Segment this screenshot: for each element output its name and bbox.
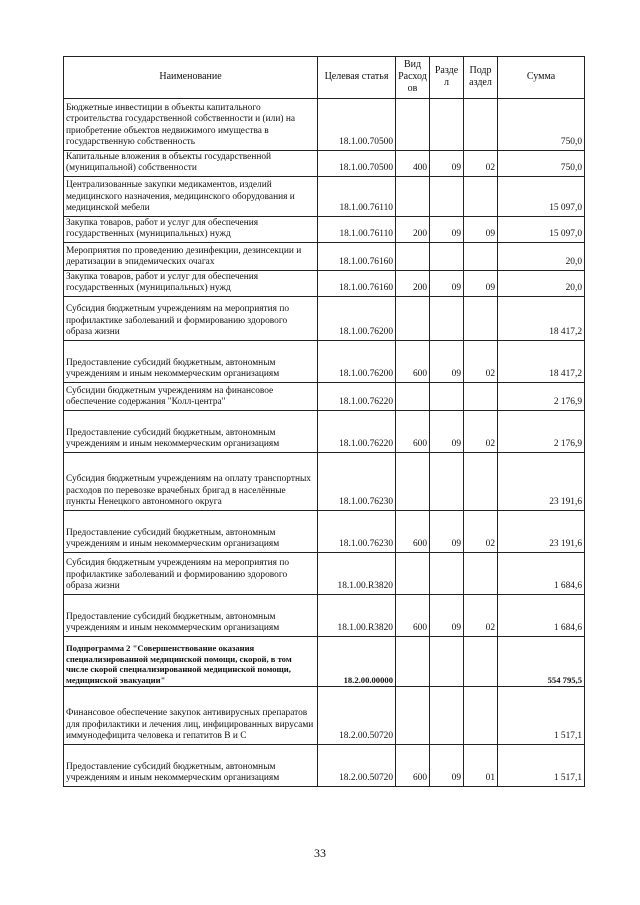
row-expense-type	[396, 297, 430, 341]
row-name: Предоставление субсидий бюджетным, автономным учреждениям и иным некоммерческим организациям	[64, 511, 318, 553]
row-name: Мероприятия по проведению дезинфекции, дезинсекции и дератизации в эпидемических очагах	[64, 243, 318, 271]
row-subsection	[464, 243, 498, 271]
row-subsection: 02	[464, 595, 498, 637]
row-sum: 1 517,1	[498, 745, 585, 787]
row-sum: 1 684,6	[498, 595, 585, 637]
header-razdel: Разде л	[430, 57, 464, 99]
row-sum: 750,0	[498, 99, 585, 151]
row-target-code: 18.1.00.R3820	[318, 553, 396, 595]
row-name: Финансовое обеспечение закупок антивирусных препаратов для профилактики и лечения лиц, инфицированных вирусами иммунодефицита человека и гепатитов В и С	[64, 687, 318, 745]
row-target-code: 18.1.00.R3820	[318, 595, 396, 637]
row-target-code: 18.1.00.76160	[318, 271, 396, 297]
table-row	[64, 687, 585, 745]
header-name: Наименование	[64, 57, 318, 99]
row-target-code: 18.1.00.76230	[318, 511, 396, 553]
row-subsection: 02	[464, 341, 498, 383]
row-sum: 18 417,2	[498, 297, 585, 341]
budget-table	[63, 56, 585, 787]
row-section	[430, 687, 464, 745]
row-section: 09	[430, 151, 464, 177]
row-expense-type: 600	[396, 745, 430, 787]
page-number: 33	[314, 846, 326, 860]
table-row	[64, 217, 585, 243]
row-section	[430, 383, 464, 411]
row-section	[430, 243, 464, 271]
row-subsection	[464, 177, 498, 217]
row-expense-type	[396, 453, 430, 511]
row-subsection	[464, 553, 498, 595]
row-subsection	[464, 453, 498, 511]
row-expense-type	[396, 177, 430, 217]
row-sum: 15 097,0	[498, 217, 585, 243]
row-sum: 1 517,1	[498, 687, 585, 745]
row-expense-type: 600	[396, 341, 430, 383]
row-subsection	[464, 297, 498, 341]
row-name: Бюджетные инвестиции в объекты капитального строительства государственной собственности и (или) на приобретение объектов недвижимого имущества в государственную собственность	[64, 99, 318, 151]
row-subsection: 01	[464, 745, 498, 787]
row-section: 09	[430, 411, 464, 453]
row-expense-type: 600	[396, 511, 430, 553]
row-expense-type	[396, 243, 430, 271]
row-target-code: 18.1.00.70500	[318, 151, 396, 177]
table-row	[64, 637, 585, 687]
row-subsection	[464, 637, 498, 687]
row-subsection	[464, 687, 498, 745]
row-expense-type: 200	[396, 217, 430, 243]
table-row	[64, 595, 585, 637]
row-name: Субсидия бюджетным учреждениям на мероприятия по профилактике заболеваний и формированию здорового образа жизни	[64, 553, 318, 595]
row-expense-type: 400	[396, 151, 430, 177]
row-sum: 2 176,9	[498, 411, 585, 453]
row-sum: 20,0	[498, 243, 585, 271]
row-sum: 20,0	[498, 271, 585, 297]
row-sum: 1 684,6	[498, 553, 585, 595]
row-name: Предоставление субсидий бюджетным, автономным учреждениям и иным некоммерческим организациям	[64, 411, 318, 453]
row-name: Предоставление субсидий бюджетным, автономным учреждениям и иным некоммерческим организациям	[64, 595, 318, 637]
header-podrazdel: Подр аздел	[464, 57, 498, 99]
row-target-code: 18.1.00.76230	[318, 453, 396, 511]
row-name: Предоставление субсидий бюджетным, автономным учреждениям и иным некоммерческим организациям	[64, 745, 318, 787]
row-target-code: 18.1.00.70500	[318, 99, 396, 151]
table-row	[64, 745, 585, 787]
table-header-row	[64, 57, 585, 99]
row-section	[430, 453, 464, 511]
row-sum: 750,0	[498, 151, 585, 177]
row-sum: 2 176,9	[498, 383, 585, 411]
row-expense-type	[396, 383, 430, 411]
row-sum: 554 795,5	[498, 637, 585, 687]
table-row	[64, 411, 585, 453]
row-subsection: 02	[464, 511, 498, 553]
row-name: Подпрограмма 2 "Совершенствование оказания специализированной медицинской помощи, скорой, в том числе скорой специализированной медицинской помощи, медицинской эвакуации"	[64, 637, 318, 687]
row-name: Предоставление субсидий бюджетным, автономным учреждениям и иным некоммерческим организациям	[64, 341, 318, 383]
row-section: 09	[430, 341, 464, 383]
row-name: Субсидия бюджетным учреждениям на оплату транспортных расходов по перевозке врачебных бригад в населённые пункты Ненецкого автономного округа	[64, 453, 318, 511]
row-target-code: 18.1.00.76110	[318, 217, 396, 243]
row-section	[430, 553, 464, 595]
row-name: Капитальные вложения в объекты государственной (муниципальной) собственности	[64, 151, 318, 177]
table-row	[64, 99, 585, 151]
table-row	[64, 177, 585, 217]
row-name: Централизованные закупки медикаментов, изделий медицинского назначения, медицинского оборудования и медицинской мебели	[64, 177, 318, 217]
row-name: Субсидии бюджетным учреждениям на финансовое обеспечение содержания "Колл-центра"	[64, 383, 318, 411]
row-sum: 23 191,6	[498, 511, 585, 553]
row-section: 09	[430, 271, 464, 297]
row-target-code: 18.2.00.50720	[318, 687, 396, 745]
row-subsection: 09	[464, 217, 498, 243]
table-row	[64, 553, 585, 595]
row-subsection	[464, 99, 498, 151]
row-target-code: 18.1.00.76200	[318, 297, 396, 341]
row-subsection	[464, 383, 498, 411]
row-target-code: 18.2.00.50720	[318, 745, 396, 787]
row-target-code: 18.1.00.76110	[318, 177, 396, 217]
row-section	[430, 177, 464, 217]
row-expense-type: 600	[396, 411, 430, 453]
row-expense-type	[396, 637, 430, 687]
row-name: Закупка товаров, работ и услуг для обеспечения государственных (муниципальных) нужд	[64, 217, 318, 243]
row-expense-type	[396, 553, 430, 595]
row-section	[430, 99, 464, 151]
table-row	[64, 243, 585, 271]
table-row	[64, 271, 585, 297]
row-expense-type: 200	[396, 271, 430, 297]
row-expense-type	[396, 99, 430, 151]
row-section: 09	[430, 217, 464, 243]
row-subsection: 02	[464, 411, 498, 453]
header-code: Целевая статья	[318, 57, 396, 99]
row-expense-type: 600	[396, 595, 430, 637]
row-expense-type	[396, 687, 430, 745]
table-row	[64, 341, 585, 383]
row-subsection: 02	[464, 151, 498, 177]
row-target-code: 18.1.00.76220	[318, 411, 396, 453]
row-sum: 15 097,0	[498, 177, 585, 217]
row-target-code: 18.1.00.76220	[318, 383, 396, 411]
table-row	[64, 383, 585, 411]
row-target-code: 18.2.00.00000	[318, 637, 396, 687]
header-vid: Вид Расход ов	[396, 57, 430, 99]
row-target-code: 18.1.00.76200	[318, 341, 396, 383]
row-sum: 18 417,2	[498, 341, 585, 383]
header-sum: Сумма	[498, 57, 585, 99]
table-row	[64, 151, 585, 177]
row-sum: 23 191,6	[498, 453, 585, 511]
row-section: 09	[430, 745, 464, 787]
table-row	[64, 453, 585, 511]
table-row	[64, 297, 585, 341]
table-row	[64, 511, 585, 553]
row-section	[430, 637, 464, 687]
row-target-code: 18.1.00.76160	[318, 243, 396, 271]
row-section: 09	[430, 511, 464, 553]
row-section	[430, 297, 464, 341]
row-name: Закупка товаров, работ и услуг для обеспечения государственных (муниципальных) нужд	[64, 271, 318, 297]
row-subsection: 09	[464, 271, 498, 297]
row-name: Субсидия бюджетным учреждениям на мероприятия по профилактике заболеваний и формированию здорового образа жизни	[64, 297, 318, 341]
row-section: 09	[430, 595, 464, 637]
